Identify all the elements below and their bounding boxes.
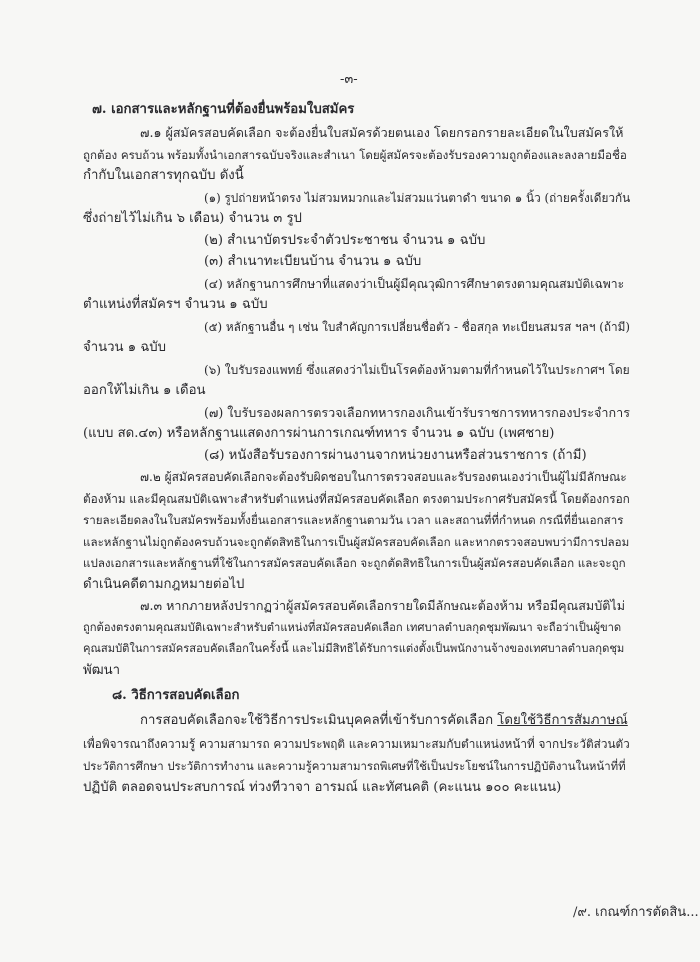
paragraph-8-line-2: เพื่อพิจารณาถึงความรู้ ความสามารถ ความประพฤติ และความเหมาะสมกับตำแหน่งหน้าที่ จากประวัติส่วนตัว <box>83 737 630 751</box>
item-4-line-2: ตำแหน่งที่สมัครฯ จำนวน ๑ ฉบับ <box>83 297 268 312</box>
paragraph-8-line-1 <box>140 712 628 730</box>
item-1-line-2: ซึ่งถ่ายไว้ไม่เกิน ๖ เดือน) จำนวน ๓ รูป <box>83 211 302 226</box>
paragraph-7-1-line-2: ถูกต้อง ครบถ้วน พร้อมทั้งนำเอกสารฉบับจริงและสำเนา โดยผู้สมัครจะต้องรับรองความถูกต้องและลงลายมือชื่อ <box>83 148 627 162</box>
section-8-heading: ๘. วิธีการสอบคัดเลือก <box>112 688 240 703</box>
item-6-line-2: ออกให้ไม่เกิน ๑ เดือน <box>83 383 206 398</box>
paragraph-7-2-line-6: ดำเนินคดีตามกฎหมายต่อไป <box>83 577 245 592</box>
paragraph-7-2-line-4: และหลักฐานไม่ถูกต้องครบถ้วนจะถูกตัดสิทธิในการเป็นผู้สมัครสอบคัดเลือก และหากตรวจสอบพบว่ามีการปลอม <box>83 535 630 549</box>
item-1-line-1: (๑) รูปถ่ายหน้าตรง ไม่สวมหมวกและไม่สวมแว่นตาดำ ขนาด ๑ นิ้ว (ถ่ายครั้งเดียวกัน <box>204 191 631 205</box>
page-number: -๓- <box>340 72 358 87</box>
item-5-line-2: จำนวน ๑ ฉบับ <box>83 340 167 355</box>
item-8: (๘) หนังสือรับรองการผ่านงานจากหน่วยงานหรือส่วนราชการ (ถ้ามี) <box>204 448 587 463</box>
interview-method-emphasis: โดยใช้วิธีการสัมภาษณ์ <box>497 713 628 728</box>
paragraph-7-3-line-4: พัฒนา <box>83 663 121 678</box>
paragraph-7-1-line-3: กำกับในเอกสารทุกฉบับ ดังนี้ <box>83 168 244 183</box>
paragraph-7-1-line-1: ๗.๑ ผู้สมัครสอบคัดเลือก จะต้องยื่นใบสมัครด้วยตนเอง โดยกรอกรายละเอียดในใบสมัครให้ <box>140 125 624 140</box>
paragraph-7-3-line-2: ถูกต้องตรงตามคุณสมบัติเฉพาะสำหรับตำแหน่งที่สมัครสอบคัดเลือก เทศบาลตำบลกุดชุมพัฒนา จะถือว่าเป็นผู้ขาด <box>83 621 622 634</box>
item-3: (๓) สำเนาทะเบียนบ้าน จำนวน ๑ ฉบับ <box>204 254 422 269</box>
paragraph-8-line-3: ประวัติการศึกษา ประวัติการทำงาน และความรู้ความสามารถพิเศษที่ใช้เป็นประโยชน์ในการปฏิบัติงานในหน้าที่ที่ <box>83 759 626 773</box>
item-7-line-2: (แบบ สด.๔๓) หรือหลักฐานแสดงการผ่านการเกณฑ์ทหาร จำนวน ๑ ฉบับ (เพศชาย) <box>83 426 555 441</box>
item-5-line-1: (๕) หลักฐานอื่น ๆ เช่น ใบสำคัญการเปลี่ยนชื่อตัว - ชื่อสกุล ทะเบียนสมรส ฯลฯ (ถ้ามี) <box>204 320 631 334</box>
section-7-heading: ๗. เอกสารและหลักฐานที่ต้องยื่นพร้อมใบสมัคร <box>92 102 355 117</box>
paragraph-8-line-1-text: การสอบคัดเลือกจะใช้วิธีการประเมินบุคคลที่เข้ารับการคัดเลือก <box>140 713 498 728</box>
item-7-line-1: (๗) ใบรับรองผลการตรวจเลือกทหารกองเกินเข้ารับราชการทหารกองประจำการ <box>204 405 630 420</box>
paragraph-7-2-line-3: รายละเอียดลงในใบสมัครพร้อมทั้งยื่นเอกสารและหลักฐานตามวัน เวลา และสถานที่ที่กำหนด กรณีที่ยื่นเอกสาร <box>83 513 624 527</box>
item-4-line-1: (๔) หลักฐานการศึกษาที่แสดงว่าเป็นผู้มีคุณวุฒิการศึกษาตรงตามคุณสมบัติเฉพาะ <box>204 277 625 291</box>
paragraph-8-line-4: ปฏิบัติ ตลอดจนประสบการณ์ ท่วงทีวาจา อารมณ์ และทัศนคติ (คะแนน ๑๐๐ คะแนน) <box>83 780 562 795</box>
paragraph-7-2-line-2: ต้องห้าม และมีคุณสมบัติเฉพาะสำหรับตำแหน่งที่สมัครสอบคัดเลือก ตรงตามประกาศรับสมัครนี้ โดยต้องกรอก <box>83 492 630 506</box>
paragraph-7-3-line-1: ๗.๓ หากภายหลังปรากฏว่าผู้สมัครสอบคัดเลือกรายใดมีลักษณะต้องห้าม หรือมีคุณสมบัติไม่ <box>140 598 626 613</box>
paragraph-7-3-line-3: คุณสมบัติในการสมัครสอบคัดเลือกในครั้งนี้ และไม่มีสิทธิได้รับการแต่งตั้งเป็นพนักงานจ้างของเทศบาลตำบลกุดชุม <box>83 642 625 655</box>
paragraph-7-2-line-1: ๗.๒ ผู้สมัครสอบคัดเลือกจะต้องรับผิดชอบในการตรวจสอบและรับรองตนเองว่าเป็นผู้ไม่มีลักษณะ <box>140 470 627 484</box>
item-2: (๒) สำเนาบัตรประจำตัวประชาชน จำนวน ๑ ฉบับ <box>204 233 486 248</box>
continued-footer: /๙. เกณฑ์การตัดสิน... <box>573 905 699 920</box>
item-6-line-1: (๖) ใบรับรองแพทย์ ซึ่งแสดงว่าไม่เป็นโรคต้องห้ามตามที่กำหนดไว้ในประกาศฯ โดย <box>204 363 630 377</box>
paragraph-7-2-line-5: แปลงเอกสารและหลักฐานที่ใช้ในการสมัครสอบคัดเลือก จะถูกตัดสิทธิในการเป็นผู้สมัครสอบคัดเลือก และจะถูก <box>83 556 626 570</box>
